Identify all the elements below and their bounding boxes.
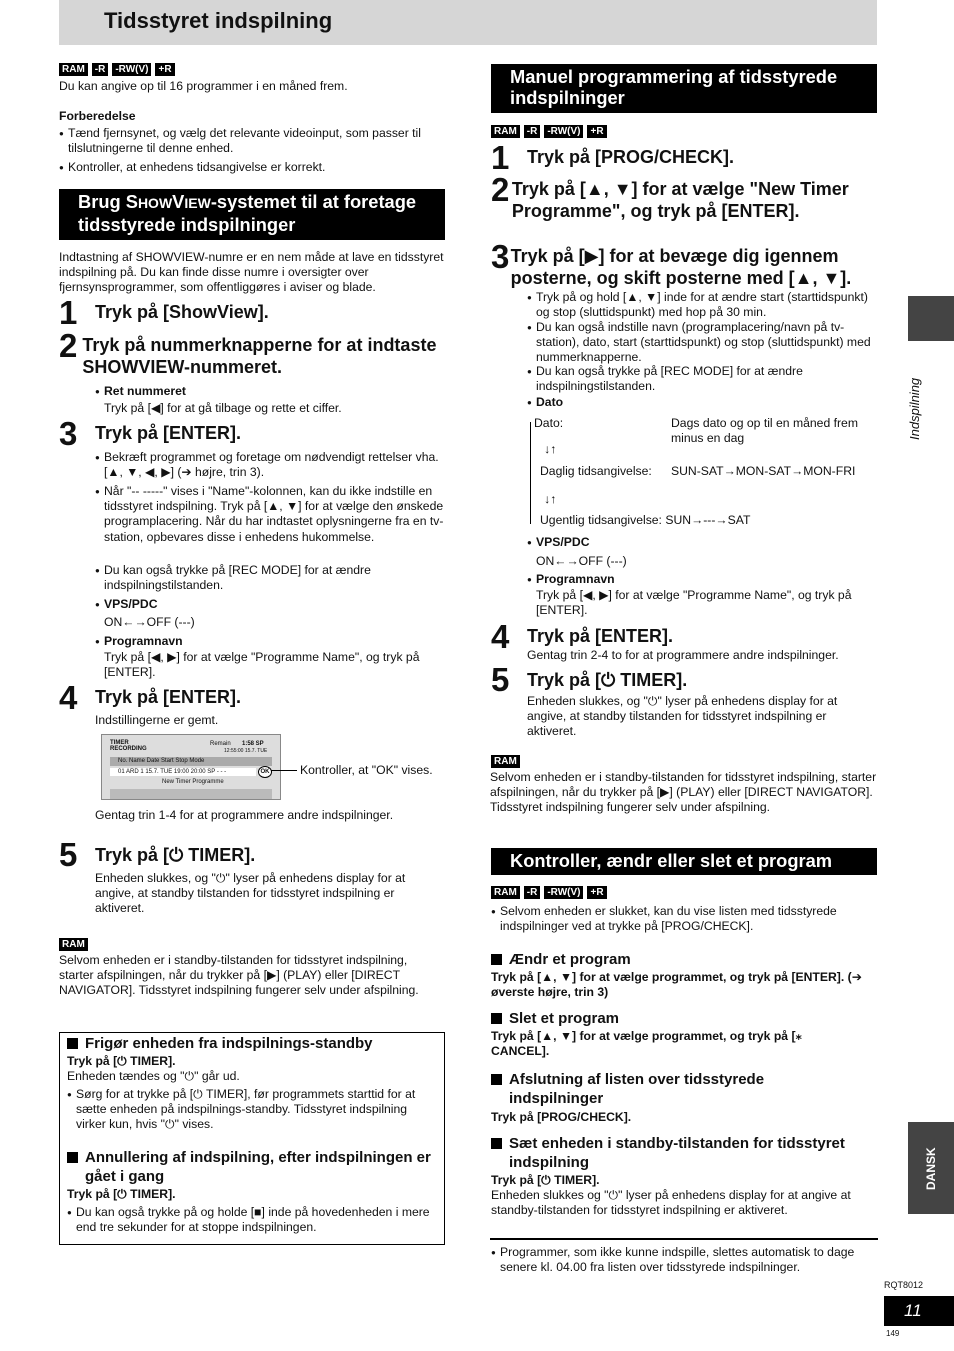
r-step3-bullet-3: ● Du kan også trykke på [REC MODE] for at ændre indspilningstilstanden. bbox=[527, 364, 877, 394]
step2-sub-title: ● Ret nummeret bbox=[95, 384, 186, 399]
step3-pn-text: Tryk på [◀, ▶] for at vælge "Programme Name", og tryk på [ENTER]. bbox=[104, 650, 420, 680]
left-step-5-text: Tryk på [⏻ TIMER]. bbox=[95, 845, 256, 865]
prep-bullet-2: ● Kontroller, at enhedens tidsangivelse er korrekt. bbox=[59, 160, 445, 175]
r-pn-title: ● Programnavn bbox=[527, 572, 615, 587]
change-text: Tryk på [▲, ▼] for at vælge programmet, og tryk på [ENTER]. (➔ øverste højre, trin 3) bbox=[491, 970, 862, 1000]
left-step-3-text: Tryk på [ENTER]. bbox=[95, 423, 242, 443]
screen-callout: Kontroller, at "OK" vises. bbox=[300, 763, 433, 777]
prep-bullet-1: ● Tænd fjernsynet, og vælg det relevante videoinput, som passer til tilslutningerne til denne enhed. bbox=[59, 126, 445, 156]
r-vps-title: ● VPS/PDC bbox=[527, 535, 590, 550]
badge-ram-right: RAM bbox=[491, 755, 520, 768]
box-h2-sub: Tryk på [⏻ TIMER]. bbox=[67, 1187, 176, 1201]
footnote: ● Programmer, som ikke kunne indspille, slettes automatisk to dage senere kl. 04.00 fra listen over tidsstyrede indspilninger. bbox=[491, 1245, 877, 1275]
disc-badges-right bbox=[491, 125, 607, 138]
prep-title: Forberedelse bbox=[59, 109, 136, 123]
badge-r-r2: -R bbox=[524, 886, 541, 899]
step2-sub-text: Tryk på [◀] for at gå tilbage og rette et ciffer. bbox=[104, 401, 342, 415]
screen-remain-val: 1:58 SP bbox=[242, 741, 264, 747]
badge-rw-r2: -RW(V) bbox=[544, 886, 583, 899]
intro-text: Du kan angive op til 16 programmer i en måned frem. bbox=[59, 79, 348, 93]
page-title: Tidsstyret indspilning bbox=[104, 8, 333, 33]
left-step-5: 5 Tryk på [⏻ TIMER]. bbox=[59, 836, 256, 873]
step3-bullet-2: ● Når "-- -----" vises i "Name"-kolonnen, kan du ikke indstille en tidsstyret indspilning. Tryk på [▲, ▼] for at vælge den ønskede programplacering. Når du har indtastet oplysningerne fra en tv-station, opbevares disse i enhedens hukommelse. bbox=[95, 484, 445, 545]
callout-line bbox=[271, 770, 297, 771]
right-step-3-text: Tryk på [▶] for at bevæge dig igennem posterne, og skift posterne med [▲, ▼]. bbox=[510, 246, 852, 288]
box-heading-2: Annullering af indspilning, efter indspilningen er gået i gang bbox=[67, 1148, 439, 1186]
badge-r: -R bbox=[92, 63, 109, 76]
section-showview-sc2: IEW bbox=[184, 195, 211, 211]
badge-rw: -RW(V) bbox=[112, 63, 151, 76]
box-h1-sub: Tryk på [⏻ TIMER]. bbox=[67, 1054, 176, 1068]
right-step-3: 3 Tryk på [▶] for at bevæge dig igennem posterne, og skift posterne med [▲, ▼]. bbox=[491, 242, 877, 289]
step3-vps-text: ON←→OFF (---) bbox=[104, 615, 195, 629]
check-bullet: ● Selvom enheden er slukket, kan du vise listen med tidsstyrede indspilninger ved at trykke på [PROG/CHECK]. bbox=[491, 904, 877, 934]
badge-plus-r-r: +R bbox=[587, 125, 606, 138]
side-section-label: Indspilning bbox=[907, 377, 922, 440]
badge-ram-left: RAM bbox=[59, 938, 88, 951]
heading-change: Ændr et program bbox=[491, 950, 631, 969]
badge-plus-r: +R bbox=[155, 63, 174, 76]
screen-clock: 12:55:00 15.7. TUE bbox=[224, 748, 268, 754]
timer-screen-illustration bbox=[101, 734, 281, 800]
daily-label: Daglig tidsangivelse: bbox=[540, 464, 652, 478]
heading-delete: Slet et program bbox=[491, 1009, 619, 1028]
page-number: 11 bbox=[884, 1296, 954, 1326]
badge-r-r: -R bbox=[524, 125, 541, 138]
dato-arrow-2: ↓↑ bbox=[544, 492, 557, 506]
standby-text: Enheden slukkes og "⏻" lyser på enhedens display for at angive at standby-tilstanden for tidsstyret indspilning er aktiveret. bbox=[491, 1188, 851, 1218]
section-showview-sc1: HOW bbox=[137, 195, 173, 211]
left-step-1-text: Tryk på [ShowView]. bbox=[95, 302, 269, 322]
repeat-text: Gentag trin 1-4 for at programmere andre indspilninger. bbox=[95, 808, 394, 822]
ram-text-left: Selvom enheden er i standby-tilstanden for tidsstyret indspilning, starter afspilningen, når du trykker på [▶] (PLAY) eller [DIRECT NAVIGATOR]. Tidsstyret indspilning fungerer selv under afspilning. bbox=[59, 953, 419, 998]
left-step-2: 2 Tryk på nummerknapperne for at indtaste SHOWVIEW-nummeret. bbox=[59, 331, 445, 378]
footer-code: RQT8012 bbox=[884, 1280, 924, 1290]
heading-standby: Sæt enheden i standby-tilstanden for tidsstyret indspilning bbox=[491, 1134, 877, 1172]
right-step-5: 5 Tryk på [⏻ TIMER]. bbox=[491, 661, 688, 698]
step3-bullet-1: ● Bekræft programmet og foretage om nødvendigt rettelser vha. [▲, ▼, ◀, ▶] (➔ højre, trin 3). bbox=[95, 450, 445, 480]
right-step-5-text: Tryk på [⏻ TIMER]. bbox=[527, 670, 688, 690]
badge-plus-r-r2: +R bbox=[587, 886, 606, 899]
dato-label: Dato: bbox=[534, 416, 564, 430]
ram-badge-right bbox=[491, 755, 520, 768]
box-h2-bullet: ● Du kan også trykke på og holde [■] inde på hovedenheden i mere end tre sekunder for at stoppe indspilningen. bbox=[67, 1205, 439, 1235]
footer-small: 149 bbox=[886, 1329, 900, 1338]
r-step4-sub: Gentag trin 2-4 to for at programmere andre indspilninger. bbox=[527, 648, 839, 662]
right-step-4-text: Tryk på [ENTER]. bbox=[527, 626, 674, 646]
screen-footer-bar bbox=[110, 789, 272, 799]
heading-finish: Afslutning af listen over tidsstyrede indspilninger bbox=[491, 1070, 811, 1108]
badge-ram-r2: RAM bbox=[491, 886, 520, 899]
badge-ram: RAM bbox=[59, 63, 88, 76]
ram-badge-left bbox=[59, 938, 88, 951]
r-step3-bullet-1: ● Tryk på og hold [▲, ▼] inde for at ændre start (starttidspunkt) og stop (sluttidspunkt) med hop på 30 min. bbox=[527, 290, 877, 320]
ram-text-right: Selvom enheden er i standby-tilstanden for tidsstyret indspilning, starter afspilningen, når du trykker på [▶] (PLAY) eller [DIRECT NAVIGATOR]. Tidsstyret indspilning fungerer selv under afspilning. bbox=[490, 770, 877, 815]
step3-vps-title: ● VPS/PDC bbox=[95, 597, 158, 612]
disc-badges-right-2 bbox=[491, 886, 607, 899]
r-step3-bullet-2: ● Du kan også indstille navn (programplacering/navn på tv-station), dato, start (starttidspunkt) og stop (sluttidspunkt) med nummerknapperne. bbox=[527, 320, 877, 366]
side-tab-top bbox=[908, 296, 954, 341]
step4-sub: Indstillingerne er gemt. bbox=[95, 713, 219, 727]
daily-value: SUN-SAT→MON-SAT→MON-FRI bbox=[671, 464, 856, 478]
finish-text: Tryk på [PROG/CHECK]. bbox=[491, 1110, 632, 1124]
box-h1-text: Enheden tændes og "⏻" går ud. bbox=[67, 1069, 240, 1083]
weekly-label: Ugentlig tidsangivelse: SUN→---→SAT bbox=[540, 513, 751, 527]
left-step-2-text: Tryk på nummerknapperne for at indtaste SHOWVIEW-nummeret. bbox=[82, 335, 437, 377]
delete-text: Tryk på [▲, ▼] for at vælge programmet, og tryk på [⁎ CANCEL]. bbox=[491, 1029, 802, 1059]
section-check: Kontroller, ændr eller slet et program bbox=[491, 848, 877, 875]
page-header bbox=[59, 0, 877, 45]
box-h1-bullet: ● Sørg for at trykke på [⏻ TIMER], før programmets starttid for at sætte enheden på indspilnings-standby. Tidsstyret indspilning virker kun, hvis "⏻" vises. bbox=[67, 1087, 439, 1133]
section-showview-text-a: Brug S bbox=[78, 191, 138, 212]
screen-title-1: TIMER bbox=[110, 740, 129, 746]
screen-columns: No. Name Date Start Stop Mode bbox=[110, 757, 272, 766]
box-heading-1: Frigør enheden fra indspilnings-standby bbox=[67, 1034, 439, 1053]
screen-new-programme: New Timer Programme bbox=[162, 779, 224, 785]
badge-rw-r: -RW(V) bbox=[544, 125, 583, 138]
section-showview-text-b: V bbox=[172, 191, 185, 212]
footnote-rule bbox=[490, 1238, 878, 1240]
section-showview-text-c: -systemet til at foretage tidsstyrede indspilninger bbox=[78, 191, 417, 235]
right-step-1-text: Tryk på [PROG/CHECK]. bbox=[527, 147, 735, 167]
dato-title: ● Dato bbox=[527, 395, 563, 410]
step3-pn-title: ● Programnavn bbox=[95, 634, 183, 649]
r-vps-text: ON←→OFF (---) bbox=[536, 554, 627, 568]
screen-ok: OK bbox=[258, 766, 272, 778]
section-manual: Manuel programmering af tidsstyrede indspilninger bbox=[491, 64, 877, 113]
right-step-4: 4 Tryk på [ENTER]. bbox=[491, 618, 674, 655]
dato-arrow-1: ↓↑ bbox=[544, 442, 557, 456]
left-step-1: 1 Tryk på [ShowView]. bbox=[59, 294, 269, 331]
r-pn-text: Tryk på [◀, ▶] for at vælge "Programme Name", og tryk på [ENTER]. bbox=[536, 588, 852, 618]
right-step-2: 2 Tryk på [▲, ▼] for at vælge "New Timer Programme", og tryk på [ENTER]. bbox=[491, 175, 877, 222]
left-step-3: 3 Tryk på [ENTER]. bbox=[59, 415, 242, 452]
screen-title-2: RECORDING bbox=[110, 746, 147, 752]
r-step5-text: Enheden slukkes, og "⏻" lyser på enhedens display for at angive, at standby tilstanden for tidsstyret indspilning er aktiveret. bbox=[527, 694, 838, 739]
disc-badges bbox=[59, 63, 175, 76]
step3-bullet-3: ● Du kan også trykke på [REC MODE] for at ændre indspilningstilstanden. bbox=[95, 563, 445, 593]
screen-row: 01 ARD 1 15.7. TUE 19:00 20:00 SP - - - bbox=[110, 768, 256, 776]
showview-intro: Indtastning af SHOWVIEW-numre er en nem måde at lave en tidsstyret indspilning på. Du kan finde disse numre i oversigter over fjernsynsprogrammer, som offentliggøres i aviser og blade. bbox=[59, 250, 444, 295]
left-step-4-text: Tryk på [ENTER]. bbox=[95, 687, 242, 707]
section-showview bbox=[59, 189, 445, 240]
badge-ram-r: RAM bbox=[491, 125, 520, 138]
step5-text: Enheden slukkes, og "⏻" lyser på enhedens display for at angive, at standby tilstanden for tidsstyret indspilning er aktiveret. bbox=[95, 871, 406, 916]
standby-sub: Tryk på [⏻ TIMER]. bbox=[491, 1173, 600, 1187]
right-step-1: 1 Tryk på [PROG/CHECK]. bbox=[491, 139, 735, 176]
dato-bracket bbox=[530, 422, 531, 524]
dato-value: Dags dato og op til en måned frem minus en dag bbox=[671, 416, 858, 446]
right-step-2-text: Tryk på [▲, ▼] for at vælge "New Timer Programme", og tryk på [ENTER]. bbox=[511, 179, 849, 221]
side-lang-label: DANSK bbox=[924, 1147, 938, 1190]
screen-remain: Remain bbox=[210, 741, 231, 747]
left-step-4: 4 Tryk på [ENTER]. bbox=[59, 679, 242, 716]
